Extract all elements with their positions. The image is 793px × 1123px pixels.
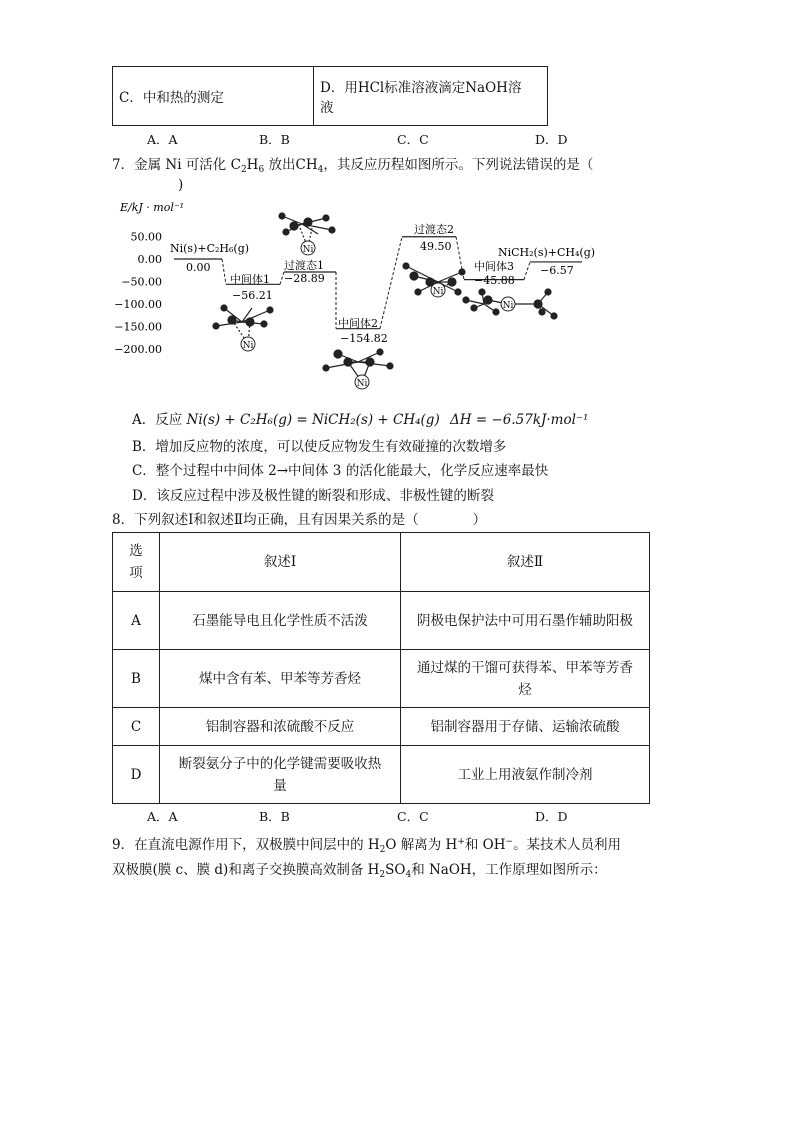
carbon-atom <box>471 305 477 311</box>
q6-option-b[interactable]: B．B <box>259 132 290 147</box>
q7-option-c[interactable]: C．整个过程中中间体 2→中间体 3 的活化能最大，化学反应速率最快 <box>132 463 549 479</box>
y-axis-label: E/kJ · mol⁻¹ <box>120 201 185 214</box>
q8-option-c[interactable]: C．C <box>397 809 429 824</box>
q9-line2-suffix: 和 NaOH，工作原理如图所示： <box>411 862 607 878</box>
carbon-atom <box>323 215 329 221</box>
q8-row-s2: 通过煤的干馏可获得苯、甲苯等芳香烃 <box>401 650 650 708</box>
q9-line1-mid2: 和 OH <box>464 837 506 853</box>
carbon-atom <box>551 313 557 319</box>
table-row <box>113 650 650 708</box>
q8-header-s2: 叙述Ⅱ <box>401 533 650 592</box>
y-tick-label: 0.00 <box>137 253 162 266</box>
y-tick-label: −150.00 <box>114 320 162 334</box>
q8-header-key: 选项 <box>113 533 160 592</box>
q8-row-key: C <box>113 708 160 746</box>
carbon-atom <box>329 227 335 233</box>
y-tick-label: −200.00 <box>114 343 162 356</box>
q7-stem: 7．金属 Ni 可活化 $C_2H_6$ 放出$CH_4$，其反应历程如图所示。下列说法错误的是（ <box>112 157 594 175</box>
q9-line1-suffix: 。某技术人员利用 <box>513 837 622 853</box>
q7-stem-mid: H <box>246 157 259 173</box>
ni-atom-label: Ni <box>302 245 314 255</box>
energy-connector <box>524 262 530 280</box>
q6-option-a[interactable]: A．A <box>147 132 178 147</box>
q7-stem-suffix2: ，其反应历程如图所示。下列说法错误的是（ <box>323 157 594 173</box>
q6-cell-d <box>314 67 548 126</box>
q9-line2-prefix: 双极膜(膜 c、膜 d)和离子交换膜高效制备 H <box>112 862 380 878</box>
q8-row-s1: 煤中含有苯、甲苯等芳香烃 <box>160 650 401 708</box>
carbon-atom <box>459 269 465 275</box>
q9-line2: 双极膜(膜 c、膜 d)和离子交换膜高效制备 $H_2SO_4$和 NaOH，工作原理如图所示： <box>112 862 607 880</box>
q7-option-a[interactable] <box>132 408 588 428</box>
q8-row-key: D <box>113 746 160 804</box>
q6-table <box>112 66 548 126</box>
state-label: 中间体1 <box>230 273 270 286</box>
y-tick-label: −100.00 <box>114 298 162 311</box>
carbon-atom <box>221 305 227 311</box>
q8-row-key: A <box>113 592 160 650</box>
q6-cell-c: C．中和热的测定 <box>113 67 314 126</box>
ni-atom-label: Ni <box>242 341 254 351</box>
q6-option-d[interactable]: D．D <box>535 132 568 147</box>
carbon-atom <box>403 263 409 269</box>
q6-option-c[interactable]: C．C <box>397 132 429 147</box>
carbon-atom <box>539 309 545 315</box>
state-value-label: 49.50 <box>420 240 452 253</box>
q9-line1-mid: O 解离为 H <box>385 837 458 853</box>
carbon-atom <box>377 349 383 355</box>
state-label: 中间体2 <box>338 317 378 330</box>
q8-table-header <box>113 533 650 592</box>
q7-option-d[interactable]: D．该反应过程中涉及极性键的断裂和形成、非极性键的断裂 <box>132 488 494 504</box>
q8-row-s1: 石墨能导电且化学性质不活泼 <box>160 592 401 650</box>
carbon-atom <box>334 350 342 358</box>
ni-atom-label: Ni <box>502 301 514 311</box>
carbon-atom <box>387 363 393 369</box>
q8-table <box>112 532 650 804</box>
carbon-atom <box>267 307 273 313</box>
q7-stem-suffix1: 放出CH <box>268 157 318 173</box>
q9-line1-prefix: 9．在直流电源作用下，双极膜中间层中的 H <box>112 837 380 853</box>
carbon-atom <box>415 289 421 295</box>
carbon-atom <box>323 365 329 371</box>
q8-row-s2: 工业上用液氨作制冷剂 <box>401 746 650 804</box>
carbon-atom <box>261 321 267 327</box>
carbon-atom <box>493 309 499 315</box>
state-label: NiCH₂(s)+CH₄(g) <box>498 246 596 259</box>
carbon-atom <box>304 218 312 226</box>
carbon-atom <box>534 300 542 308</box>
energy-connector <box>222 259 226 284</box>
q7-stem-line2: ) <box>178 177 184 193</box>
carbon-atom <box>463 297 469 303</box>
y-tick-label: −50.00 <box>121 275 162 289</box>
bond <box>326 362 358 368</box>
state-label: 过渡态1 <box>284 259 324 272</box>
ni-atom-label: Ni <box>432 287 444 297</box>
table-row <box>113 708 650 746</box>
q8-row-s2: 铝制容器用于存储、运输浓硫酸 <box>401 708 650 746</box>
q8-row-key: B <box>113 650 160 708</box>
y-tick-label: 50.00 <box>130 230 162 244</box>
state-label: 中间体3 <box>474 260 514 273</box>
energy-connector <box>380 237 402 329</box>
carbon-atom <box>279 213 285 219</box>
state-value-label: −56.21 <box>232 289 273 302</box>
carbon-atom <box>479 289 485 295</box>
q7-option-a-equation: Ni(s) + C₂H₆(g) = NiCH₂(s) + CH₄(g) <box>186 412 440 428</box>
q8-stem: 8．下列叙述Ⅰ和叙述Ⅱ均正确，且有因果关系的是（ ） <box>112 512 487 528</box>
state-value-label: −45.88 <box>474 274 515 287</box>
ni-atom-label: Ni <box>356 379 368 389</box>
state-value-label: 0.00 <box>186 261 211 274</box>
q8-option-b[interactable]: B．B <box>259 809 290 824</box>
q7-option-a-prefix: A．反应 <box>132 412 183 428</box>
table-row <box>113 592 650 650</box>
q8-option-a[interactable]: A．A <box>147 809 178 824</box>
carbon-atom <box>283 229 289 235</box>
state-value-label: −6.57 <box>540 264 574 277</box>
table-row <box>113 746 650 804</box>
q8-option-d[interactable]: D．D <box>535 809 568 824</box>
q8-row-s1: 断裂氨分子中的化学键需要吸收热量 <box>160 746 401 804</box>
carbon-atom <box>545 289 551 295</box>
q8-row-s2: 阴极电保护法中可用石墨作辅助阳极 <box>401 592 650 650</box>
state-value-label: −154.82 <box>340 332 388 345</box>
q9-line2-mid: SO <box>385 862 406 878</box>
carbon-atom <box>290 222 298 230</box>
carbon-atom <box>455 289 461 295</box>
carbon-atom <box>410 272 418 280</box>
q7-option-b[interactable]: B．增加反应物的浓度，可以使反应物发生有效碰撞的次数增多 <box>132 439 507 455</box>
carbon-atom <box>213 323 219 329</box>
q9-line1: 9．在直流电源作用下，双极膜中间层中的 $H_2O$ 解离为 H+和 OH−。某技术人员利用 <box>112 837 622 855</box>
q6-cell-d-line2: 液 <box>320 100 334 116</box>
energy-profile-chart <box>112 196 632 396</box>
q6-cell-d-line1: D．用HCl标准溶液滴定NaOH溶 <box>320 80 522 96</box>
q7-stem-prefix: 7．金属 Ni 可活化 C <box>112 157 241 173</box>
state-value-label: −28.89 <box>284 272 325 285</box>
q7-option-a-dh: ΔH = −6.57kJ·mol⁻¹ <box>450 412 589 428</box>
state-label: Ni(s)+C₂H₆(g) <box>170 242 250 255</box>
state-label: 过渡态2 <box>414 223 454 236</box>
q8-header-s1: 叙述Ⅰ <box>160 533 401 592</box>
q8-row-s1: 铝制容器和浓硫酸不反应 <box>160 708 401 746</box>
